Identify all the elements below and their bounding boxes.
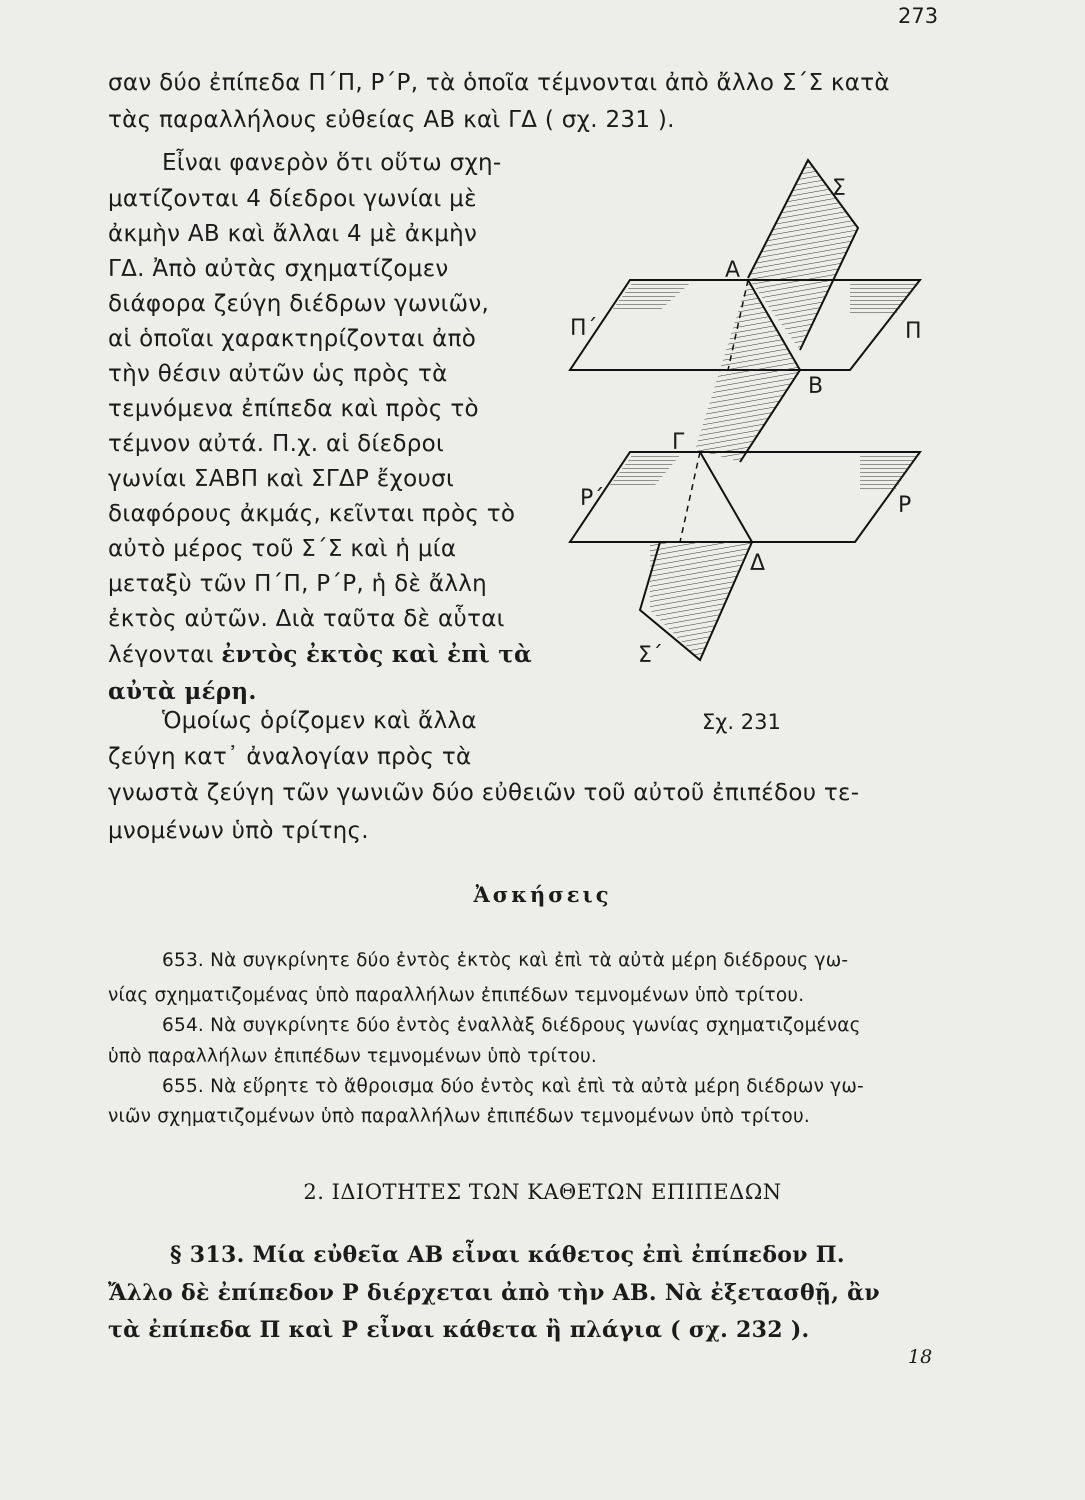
label-rho: Ρ [898, 493, 912, 518]
exercise-line: νιῶν σχηματιζομένων ὑπὸ παραλλήλων ἐπιπέδων τεμνομένων ὑπὸ τρίτου. [108, 1106, 810, 1127]
figure-231 [560, 140, 960, 740]
label-G: Γ [672, 430, 685, 455]
exercise-line: ὑπὸ παραλλήλων ἐπιπέδων τεμνομένων ὑπὸ τρίτου. [108, 1046, 597, 1067]
text-line: γωνίαι ΣΑΒΠ καὶ ΣΓΔΡ ἔχουσι [108, 466, 455, 492]
section-heading: 2. ΙΔΙΟΤΗΤΕΣ ΤΩΝ ΚΑΘΕΤΩΝ ΕΠΙΠΕΔΩΝ [303, 1180, 782, 1204]
text-line: τὴν θέσιν αὐτῶν ὡς πρὸς τὰ [108, 361, 448, 387]
plane-rho-shading [610, 455, 680, 485]
label-D: Δ [750, 551, 766, 576]
text-line: γνωστὰ ζεύγη τῶν γωνιῶν δύο εὐθειῶν τοῦ αὐτοῦ ἐπιπέδου τε- [108, 780, 860, 806]
plane-pi-shading [612, 283, 690, 310]
text-line: ματίζονται 4 δίεδροι γωνίαι μὲ [108, 186, 477, 212]
page-number: 273 [898, 4, 939, 28]
exercise-line: 655. Νὰ εὕρητε τὸ ἄθροισμα δύο ἐντὸς καὶ ἐπὶ τὰ αὐτὰ μέρη διέδρων γω- [162, 1076, 864, 1097]
text-line: σαν δύο ἐπίπεδα Π΄Π, Ρ΄Ρ, τὰ ὁποῖα τέμνονται ἀπὸ ἄλλο Σ΄Σ κατὰ [108, 70, 890, 96]
text-line: μνομένων ὑπὸ τρίτης. [108, 818, 369, 844]
text-line: αἱ ὁποῖαι χαρακτηρίζονται ἀπὸ [108, 326, 477, 352]
hidden-line [680, 452, 700, 542]
text-line: ἐκτὸς αὐτῶν. Διὰ ταῦτα δὲ αὗται [108, 606, 505, 632]
plane-pi-shading [850, 283, 918, 315]
text-line: αὐτὸ μέρος τοῦ Σ΄Σ καὶ ἡ μία [108, 536, 457, 562]
bold-term: ἐντὸς ἐκτὸς καὶ ἐπὶ τὰ [221, 641, 533, 668]
text-line: τεμνόμενα ἐπίπεδα καὶ πρὸς τὸ [108, 396, 479, 422]
text-line: ἀκμὴν ΑΒ καὶ ἄλλαι 4 μὲ ἀκμὴν [108, 221, 478, 247]
text-line: Εἶναι φανερὸν ὅτι οὕτω σχη- [162, 150, 502, 176]
plane-sigma-lower-shading [650, 542, 752, 660]
signature-mark: 18 [908, 1346, 933, 1368]
section-313-line: τὰ ἐπίπεδα Π καὶ Ρ εἶναι κάθετα ἢ πλάγια ( σχ. 232 ). [108, 1317, 810, 1343]
exercise-line: 653. Νὰ συγκρίνητε δύο ἐντὸς ἐκτὸς καὶ ἐπὶ τὰ αὐτὰ μέρη διέδρους γω- [162, 950, 849, 971]
text-line: Ὁμοίως ὁρίζομεν καὶ ἄλλα [162, 708, 477, 734]
text-line: τέμνον αὐτά. Π.χ. αἱ δίεδροι [108, 431, 445, 457]
section-313-line: § 313. Μία εὐθεῖα ΑΒ εἶναι κάθετος ἐπὶ ἐπίπεδον Π. [170, 1242, 845, 1268]
text-line: διάφορα ζεύγη διέδρων γωνιῶν, [108, 291, 490, 317]
text-line: λέγονται ἐντὸς ἐκτὸς καὶ ἐπὶ τὰ [108, 641, 533, 668]
label-B: Β [808, 374, 824, 399]
text-line: διαφόρους ἀκμάς, κεῖνται πρὸς τὸ [108, 501, 516, 527]
plane-rho-shading [860, 455, 918, 490]
bold-term-line: αὐτὰ μέρη. [108, 678, 257, 705]
text-line: ΓΔ. Ἀπὸ αὐτὰς σχηματίζομεν [108, 256, 449, 282]
label-pi: Π [905, 319, 922, 344]
edge-GD [700, 452, 752, 542]
label-A: Α [725, 258, 741, 283]
exercises-title: Ἀσκήσεις [473, 882, 612, 907]
exercise-line: νίας σχηματιζομένας ὑπὸ παραλλήλων ἐπιπέδων τεμνομένων ὑπὸ τρίτου. [108, 985, 805, 1006]
text-line: μεταξὺ τῶν Π΄Π, Ρ΄Ρ, ἡ δὲ ἄλλη [108, 571, 488, 597]
text-line: τὰς παραλλήλους εὐθείας ΑΒ καὶ ΓΔ ( σχ. 231 ). [108, 107, 675, 133]
label-sigma: Σ [832, 176, 846, 201]
section-313-line: Ἄλλο δὲ ἐπίπεδον Ρ διέρχεται ἀπὸ τὴν ΑΒ. Νὰ ἐξετασθῇ, ἂν [108, 1280, 880, 1306]
label-rho-prime: Ρ΄ [580, 486, 605, 511]
figure-caption: Σχ. 231 [702, 710, 781, 734]
label-sigma-prime: Σ΄ [638, 643, 663, 668]
label-pi-prime: Π΄ [570, 316, 598, 341]
text-line: ζεύγη κατ᾽ ἀναλογίαν πρὸς τὰ [108, 744, 472, 770]
exercise-line: 654. Νὰ συγκρίνητε δύο ἐντὸς ἐναλλὰξ διέδρους γωνίας σχηματιζομένας [162, 1015, 861, 1036]
